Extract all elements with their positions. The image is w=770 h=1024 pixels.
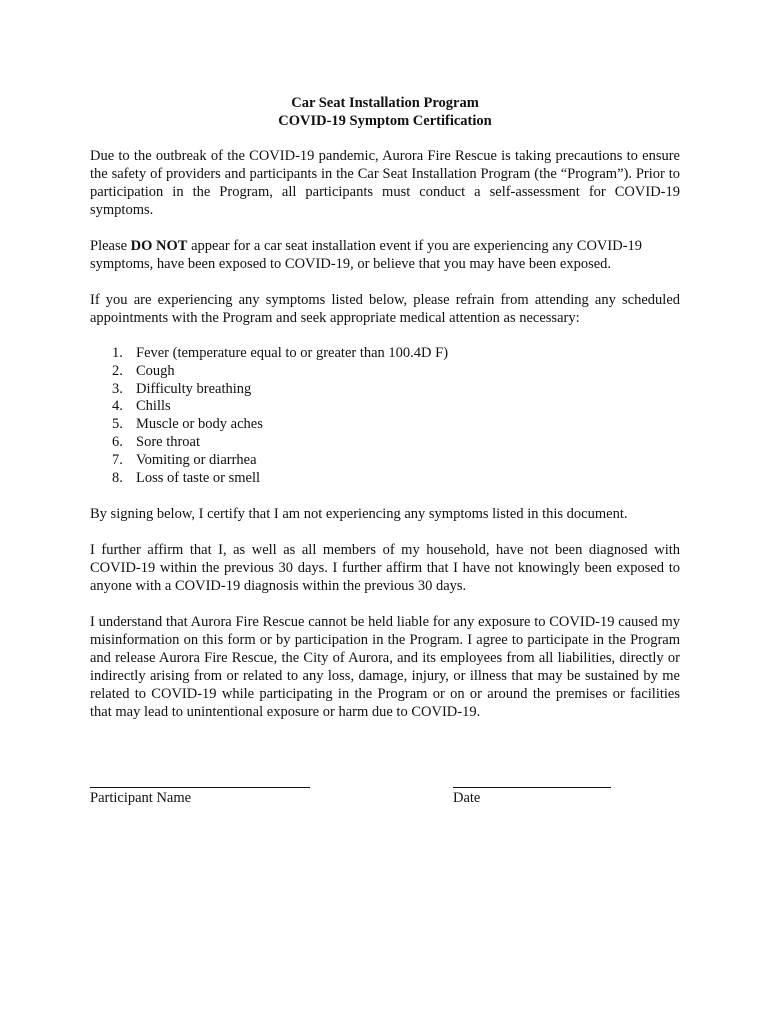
participant-name-line[interactable]: [90, 787, 310, 788]
symptom-text: Fever (temperature equal to or greater than 100.4D F): [136, 345, 449, 361]
symptom-text: Vomiting or diarrhea: [136, 451, 257, 468]
symptom-text: Loss of taste or smell: [136, 469, 261, 486]
list-number: 5.: [112, 416, 123, 433]
symptom-text: Chills: [136, 398, 171, 415]
participant-name-label: Participant Name: [90, 790, 192, 806]
list-item: [112, 452, 680, 470]
date-line[interactable]: [453, 787, 611, 788]
symptoms-intro-paragraph: If you are experiencing any symptoms listed below, please refrain from attending any scheduled appointments with the Program and seek appropriate medical attention as necessary:: [90, 292, 680, 326]
list-item: [112, 345, 680, 363]
liability-paragraph: I understand that Aurora Fire Rescue cannot be held liable for any exposure to COVID-19 caused my misinformation on this form or by participation in the Program. I agree to participate in the Program and release Aurora Fire Rescue, the City of Aurora, and its employees from all liabilities, directly or indirectly arising from or related to any loss, damage, injury, or illness that may be sustained by me related to COVID-19 while participating in the Program or on or around the premises or facilities that may lead to unintentional exposure or harm due to COVID-19.: [90, 614, 680, 721]
list-number: 2.: [112, 362, 123, 379]
list-number: 4.: [112, 398, 123, 415]
affirm-paragraph: I further affirm that I, as well as all members of my household, have not been diagnosed with COVID-19 within the previous 30 days. I further affirm that I have not knowingly been exposed to anyone with a COVID-19 diagnosis within the previous 30 days.: [90, 542, 680, 595]
warning-rest: appear for a car seat installation event if you are experiencing any COVID-19 symptoms, have been exposed to COVID-19, or believe that you may have been exposed.: [90, 238, 643, 272]
list-item: [112, 434, 680, 452]
title-line-1: Car Seat Installation Program: [291, 95, 479, 111]
list-item: [112, 363, 680, 381]
list-number: 8.: [112, 469, 123, 486]
warning-prefix: Please: [90, 238, 131, 254]
document-body: [90, 147, 680, 739]
signature-area: [90, 774, 680, 814]
warning-paragraph: [90, 237, 680, 273]
list-item: [112, 470, 680, 488]
symptom-text: Cough: [136, 362, 175, 379]
list-item: [112, 398, 680, 416]
title-line-2: COVID-19 Symptom Certification: [278, 113, 492, 129]
list-number: 3.: [112, 380, 123, 397]
do-not-emphasis: DO NOT: [130, 238, 188, 254]
list-item: [112, 416, 680, 434]
list-number: 1.: [112, 345, 123, 361]
list-number: 6.: [112, 433, 123, 450]
date-label: Date: [453, 790, 481, 806]
certify-paragraph: By signing below, I certify that I am not experiencing any symptoms listed in this document.: [90, 506, 628, 523]
document-title: [0, 94, 770, 130]
symptom-text: Difficulty breathing: [136, 380, 252, 397]
list-number: 7.: [112, 451, 123, 468]
symptom-text: Sore throat: [136, 433, 201, 450]
intro-paragraph: Due to the outbreak of the COVID-19 pandemic, Aurora Fire Rescue is taking precautions to ensure the safety of providers and participants in the Car Seat Installation Program (the “Program”). Prior to participation in the Program, all participants must conduct a self-assessment for COVID-19 symptoms.: [90, 148, 680, 218]
symptom-list: [90, 345, 680, 487]
symptom-text: Muscle or body aches: [136, 416, 263, 433]
list-item: [112, 381, 680, 399]
